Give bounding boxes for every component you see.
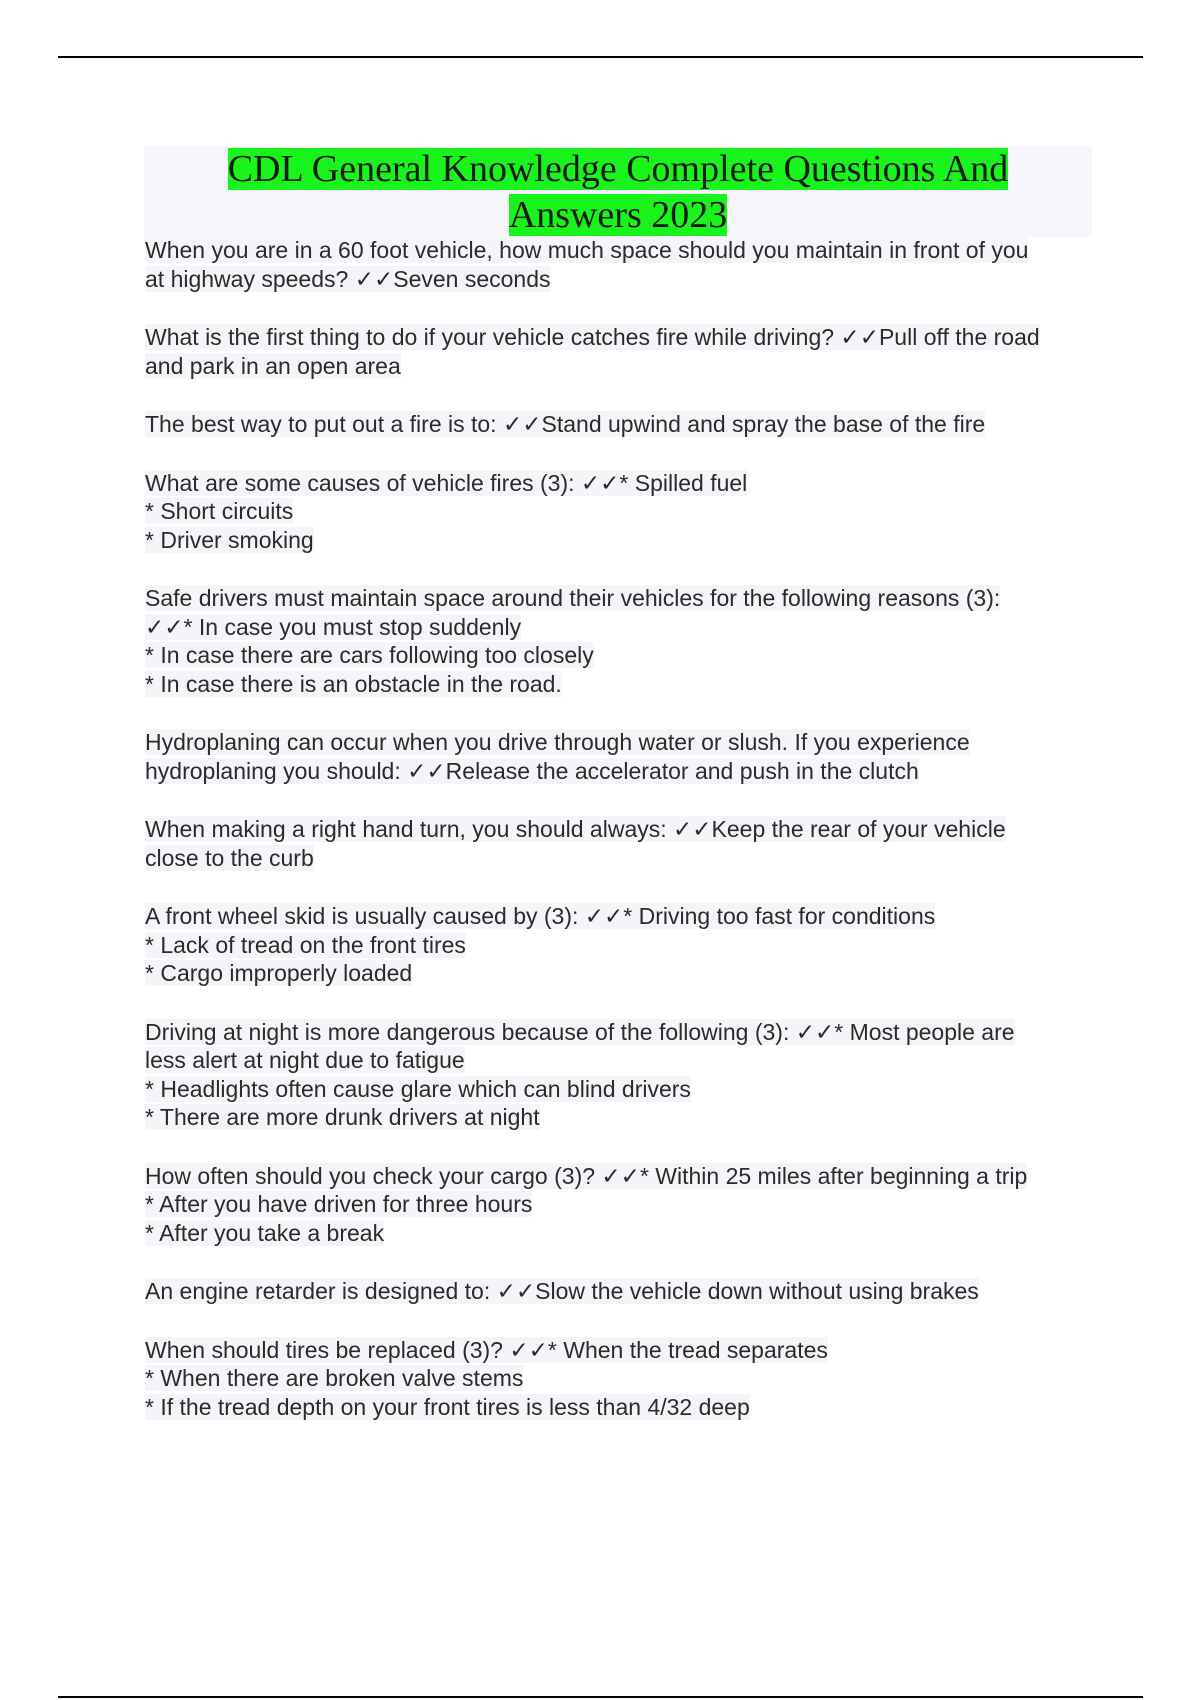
qa-text: How often should you check your cargo (3)? ✓✓* Within 25 miles after beginning a trip * After you have driven for three hours * After you take a break xyxy=(145,1162,1028,1246)
qa-text: Hydroplaning can occur when you drive through water or slush. If you experience hydroplaning you should: ✓✓Release the accelerator and push in the clutch xyxy=(145,729,970,784)
qa-text: Driving at night is more dangerous because of the following (3): ✓✓* Most people are less alert at night due to fatigue * Headlights often cause glare which can blind drivers * There are more drunk drivers at night xyxy=(145,1018,1015,1130)
qa-text: What is the first thing to do if your vehicle catches fire while driving? ✓✓Pull off the road and park in an open area xyxy=(145,324,1040,379)
qa-item xyxy=(145,1277,1095,1306)
qa-item xyxy=(145,1018,1095,1132)
qa-text: When should tires be replaced (3)? ✓✓* When the tread separates * When there are broken valve stems * If the tread depth on your front tires is less than 4/32 deep xyxy=(145,1336,828,1420)
qa-item xyxy=(145,815,1095,872)
qa-item xyxy=(145,584,1095,698)
qa-text: What are some causes of vehicle fires (3): ✓✓* Spilled fuel * Short circuits * Driver smoking xyxy=(145,469,748,553)
qa-item xyxy=(145,1336,1095,1422)
qa-item xyxy=(145,410,1095,439)
qa-item xyxy=(145,469,1095,555)
bottom-rule xyxy=(58,1696,1143,1698)
title-line-1: CDL General Knowledge Complete Questions And xyxy=(227,148,1009,190)
title-line-2: Answers 2023 xyxy=(508,194,728,236)
qa-item xyxy=(145,902,1095,988)
qa-text: The best way to put out a fire is to: ✓✓Stand upwind and spray the base of the fire xyxy=(145,411,986,437)
qa-text: When you are in a 60 foot vehicle, how much space should you maintain in front of you at highway speeds? ✓✓Seven seconds xyxy=(145,237,1029,292)
qa-item xyxy=(145,728,1095,785)
qa-text: A front wheel skid is usually caused by (3): ✓✓* Driving too fast for conditions * Lack of tread on the front tires * Cargo improperly loaded xyxy=(145,903,936,986)
qa-text: An engine retarder is designed to: ✓✓Slow the vehicle down without using brakes xyxy=(145,1278,979,1304)
qa-item xyxy=(145,236,1095,293)
top-rule xyxy=(58,56,1143,58)
qa-item xyxy=(145,1162,1095,1248)
document-title xyxy=(144,146,1092,237)
qa-list xyxy=(145,236,1095,1421)
qa-text: Safe drivers must maintain space around their vehicles for the following reasons (3): ✓✓* In case you must stop suddenly * In case there are cars following too closely * In case there is an obstacle in the road. xyxy=(145,585,1001,697)
qa-text: When making a right hand turn, you should always: ✓✓Keep the rear of your vehicle close to the curb xyxy=(145,816,1006,871)
qa-item xyxy=(145,323,1095,380)
